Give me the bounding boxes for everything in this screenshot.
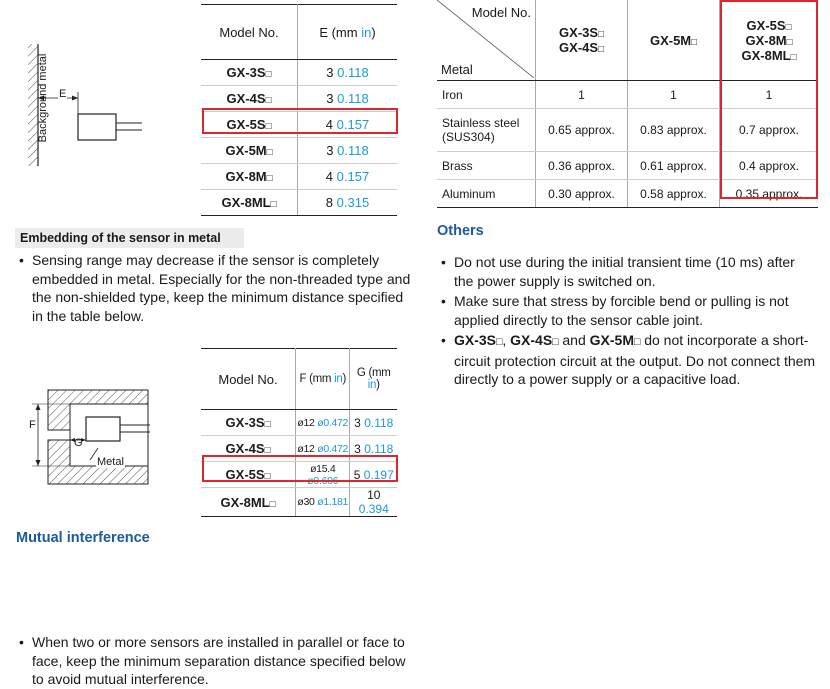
table-row: GX-3S□ ø12 ø0.472 3 0.118: [201, 410, 397, 436]
metal-col-header-1: GX-3S□ GX-4S□: [536, 0, 628, 81]
metal-col-header-2: GX-5M□: [628, 0, 720, 81]
list-item: • Make sure that stress by forcible bend or pulling is not applied directly to the sensor cable joint.: [441, 293, 789, 328]
fg-table-highlight: [202, 455, 398, 482]
fg-table-header-f: F (mm in): [296, 349, 350, 410]
table-row: Brass 0.36 approx. 0.61 approx. 0.4 approx.: [437, 152, 818, 180]
table-row: Stainless steel (SUS304) 0.65 approx. 0.83 approx. 0.7 approx.: [437, 109, 818, 152]
list-item: • GX-3S□, GX-4S□ and GX-5M□ do not incorporate a short-circuit protection circuit at the output. Do not connect them directly to a power supply or a capacitive load.: [441, 332, 816, 387]
table-row: GX-5S□ ø15.4 ø0.606 5 0.197: [201, 462, 397, 488]
table-row: GX-5M□ 3 0.118: [201, 138, 397, 164]
embedding-text: • Sensing range may decrease if the sensor is completely embedded in metal. Especially for the non-threaded type and the non-shielded type, keep the minimum distance specified in the table below.: [19, 252, 411, 324]
table-row: Aluminum 0.30 approx. 0.58 approx. 0.35 approx.: [437, 180, 818, 208]
dimension-g-label: G: [74, 437, 83, 449]
others-heading: Others: [437, 223, 484, 239]
metal-label: Metal: [97, 456, 124, 468]
table-row: GX-8ML□ ø30 ø1.181 10 0.394: [201, 488, 397, 517]
fg-table-header-model: Model No.: [201, 349, 296, 410]
fg-distance-table: [201, 348, 397, 517]
e-table-header-e: E (mm in): [298, 5, 398, 60]
sensor-body: [78, 114, 116, 140]
metal-col-header-3: GX-5S□ GX-8M□ GX-8ML□: [720, 0, 819, 81]
table-row: Iron 1 1 1: [437, 81, 818, 109]
dimension-f-label: F: [29, 419, 36, 431]
table-row: GX-4S□ ø12 ø0.472 3 0.118: [201, 436, 397, 462]
e-table-header-model: Model No.: [201, 5, 298, 60]
e-table-highlight: [202, 108, 398, 134]
fg-table-header-g: G (mm in): [350, 349, 397, 410]
wall-label: Background metal: [37, 53, 49, 143]
table-row: GX-4S□ 3 0.118: [201, 86, 397, 112]
mutual-interference-text: • When two or more sensors are installed in parallel or face to face, keep the minimum separation distance specified below to avoid mutual interference.: [19, 634, 406, 687]
others-list: [441, 253, 816, 389]
mutual-interference-heading: Mutual interference: [16, 530, 150, 546]
dimension-e-label: E: [59, 88, 67, 100]
embedding-section-title: Embedding of the sensor in metal: [15, 228, 244, 248]
table-row: GX-8M□ 4 0.157: [201, 164, 397, 190]
list-item: • Do not use during the initial transient time (10 ms) after the power supply is switched on.: [441, 254, 795, 289]
embedding-diagram: [20, 360, 180, 490]
table-row: GX-3S□ 3 0.118: [201, 60, 397, 86]
table-row: GX-5S□ 4 0.157: [201, 112, 397, 138]
sensor-body: [86, 417, 120, 441]
metal-table-highlight: [720, 0, 818, 199]
table-row: GX-8ML□ 8 0.315: [201, 190, 397, 216]
metal-table-corner: Model No. Metal: [437, 0, 536, 81]
